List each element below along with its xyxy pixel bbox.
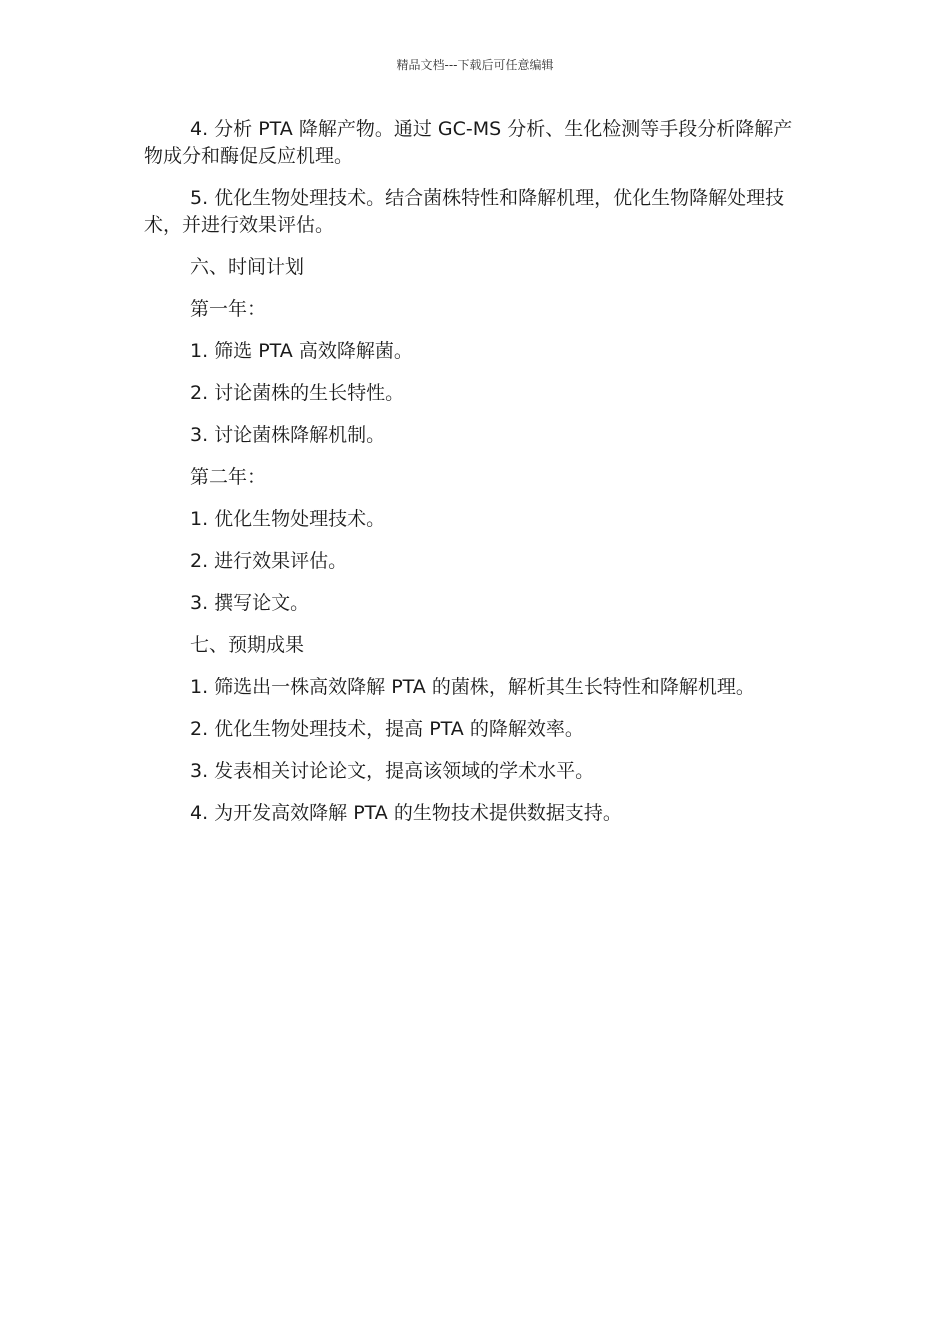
section-heading-schedule: 六、时间计划 <box>190 256 305 278</box>
list-item: 2. 讨论菌株的生长特性。 <box>190 382 405 404</box>
list-item: 3. 发表相关讨论论文，提高该领域的学术水平。 <box>190 760 595 782</box>
list-item: 2. 进行效果评估。 <box>190 550 348 572</box>
paragraph-analyze-products: 4. 分析 PTA 降解产物。通过 GC-MS 分析、生化检测等手段分析降解产物成分和酶促反应机理。 <box>144 118 793 167</box>
list-item: 1. 筛选 PTA 高效降解菌。 <box>190 340 413 362</box>
subheading-year-one: 第一年： <box>190 298 267 320</box>
list-item: 3. 讨论菌株降解机制。 <box>190 424 386 446</box>
document-body <box>144 116 804 842</box>
page-header: 精品文档---下载后可任意编辑 <box>396 58 554 72</box>
paragraph-optimize-technique: 5. 优化生物处理技术。结合菌株特性和降解机理，优化生物降解处理技术，并进行效果评估。 <box>144 187 785 236</box>
section-heading-expected-results: 七、预期成果 <box>190 634 305 656</box>
list-item: 2. 优化生物处理技术，提高 PTA 的降解效率。 <box>190 718 584 740</box>
list-item: 3. 撰写论文。 <box>190 592 310 614</box>
subheading-year-two: 第二年： <box>190 466 267 488</box>
list-item: 4. 为开发高效降解 PTA 的生物技术提供数据支持。 <box>190 802 622 824</box>
list-item: 1. 筛选出一株高效降解 PTA 的菌株，解析其生长特性和降解机理。 <box>190 676 755 698</box>
list-item: 1. 优化生物处理技术。 <box>190 508 386 530</box>
